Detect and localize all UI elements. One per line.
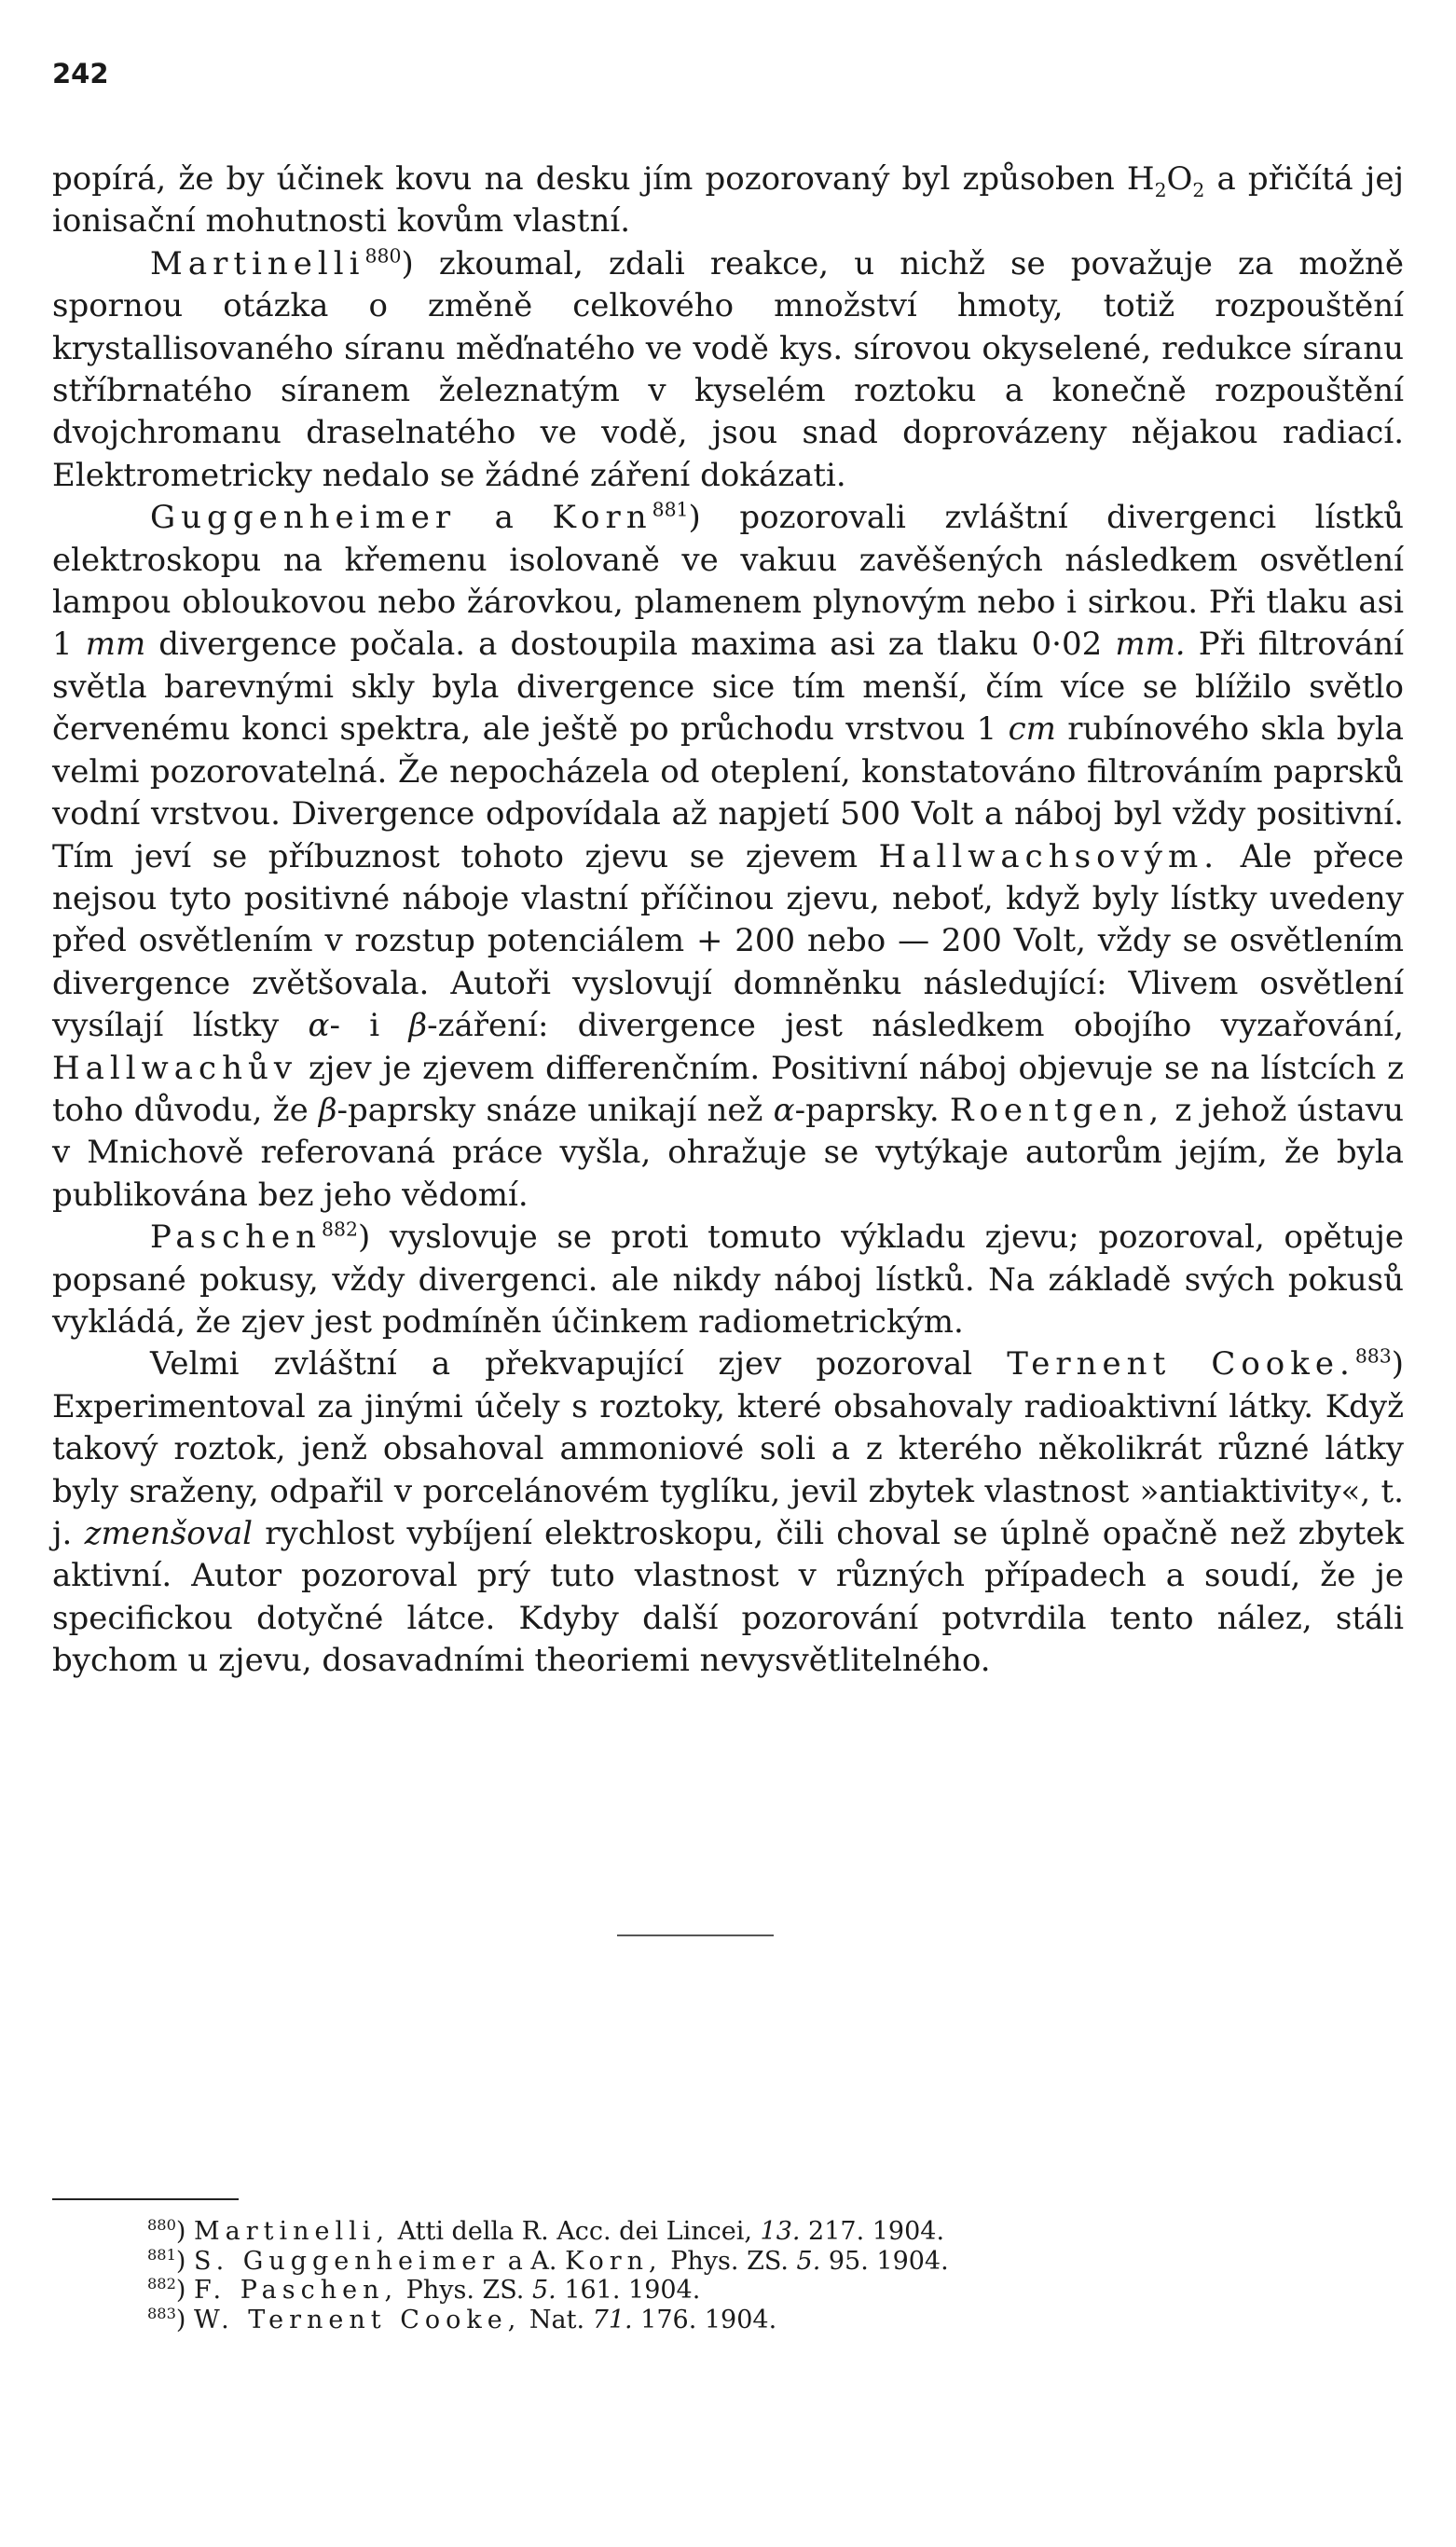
footnote-ref: 883 <box>1354 1345 1392 1369</box>
footnote-881: $^{881}$) S. Guggenheimer a A. Korn, Phys. ZS. 5. 95. 1904. <box>147 2245 949 2276</box>
unit: mm <box>85 626 146 664</box>
author-name: Paschen <box>150 1218 323 1257</box>
footnote-ref: 880 <box>364 244 402 268</box>
section-end-divider <box>617 1934 774 1936</box>
paragraph-guggenheimer: Guggenheimer a Korn$^{881}$) pozorovali zvláštní divergenci lístků elektroskopu na křemenu isolovaně ve vakuu zavěšených následkem osvětlení lampou obloukovou nebo žárovkou, plamenem plynovým nebo i sirkou. Při tlaku asi 1 mm divergence počala. a dostoupila maxima asi za tlaku 0·02 mm. Při filtrování světla barevnými skly byla divergence sice tím menší, čím více se blížilo světlo červenému konci spektra, ale ještě po průchodu vrstvou 1 cm rubínového skla byla velmi pozorovatelná. Že nepocházela od oteplení, konstatováno filtrováním paprsků vodní vrstvou. Divergence odpovídala až napjetí 500 Volt a náboj byl vždy positivní. Tím jeví se příbuznost tohoto zjevu se zjevem Hallwachsovým. Ale přece nejsou tyto positivné náboje vlastní příčinou zjevu, neboť, když byly lístky uvedeny před osvětlením v rozstup potenciálem + 200 nebo — 200 Volt, vždy se osvětlením divergence zvětšovala. Autoři vyslovují domněnku následující: Vlivem osvětlení vysílají lístky α- i β-záření: divergence jest následkem obojího vyzařování, Hallwachův zjev je zjevem differenčním. Positivní náboj objevuje se na lístcích z toho důvodu, že β-paprsky snáze unikají než α-paprsky. Roentgen, z jehož ústavu v Mnichově referovaná práce vyšla, ohražuje se vytýkaje autorům jejím, že byla publikována bez jeho vědomí. <box>52 498 1405 1214</box>
body-text <box>52 158 1404 1683</box>
footnote-divider <box>52 2198 239 2200</box>
footnote-ref: 882 <box>322 1218 358 1241</box>
author-name: Roentgen, <box>949 1091 1165 1129</box>
paragraph-martinelli: Martinelli$^{880}$) zkoumal, zdali reakce, u nichž se považuje za možně spornou otázka o změně celkového množství hmoty, totiž rozpouštění krystallisovaného síranu měďnatého ve vodě kys. sírovou okyselené, redukce síranu stříbrnatého síranem železnatým v kyselém roztoku a konečně rozpouštění dvojchromanu draselnatého ve vodě, jsou snad doprovázeny nějakou radiací. Elektrometricky nedalo se žádné záření dokázati. <box>52 244 1404 494</box>
footnote-ref: 881 <box>652 498 689 521</box>
unit: mm. <box>1115 626 1186 664</box>
footnote-882: $^{882}$) F. Paschen, Phys. ZS. 5. 161. 1904. <box>147 2275 701 2306</box>
author-name: Korn <box>552 499 652 537</box>
unit: cm <box>1008 710 1056 749</box>
footnotes <box>147 2217 1359 2334</box>
author-name: Ternent Cooke. <box>1007 1345 1355 1384</box>
author-name: Hallwachův <box>52 1049 298 1087</box>
paragraph-cooke: Velmi zvláštní a překvapující zjev pozoroval Ternent Cooke.$^{883}$) Experimentoval za jinými účely s roztoky, které obsahovaly radioaktivní látky. Když takový roztok, jenž obsahoval ammoniové soli a z kterého několikrát různé látky byly sraženy, odpařil v porcelánovém tyglíku, jevil zbytek vlastnost »antiaktivity«, t. j. zmenšoval rychlost vybíjení elektroskopu, čili choval se úplně opačně než zbytek aktivní. Autor pozoroval prý tuto vlastnost v různých případech a soudí, že je specifickou dotyčné látce. Kdyby další pozorování potvrdila tento nález, stáli bychom u zjevu, dosavadními theoriemi nevysvětlitelného. <box>52 1345 1404 1680</box>
paragraph-paschen: Paschen$^{882}$) vyslovuje se proti tomuto výkladu zjevu; pozoroval, opětuje popsané pokusy, vždy divergenci. ale nikdy náboj lístků. Na základě svých pokusů vykládá, že zjev jest podmíněn účinkem radiometrickým. <box>52 1218 1404 1341</box>
paragraph-1: popírá, že by účinek kovu na desku jím pozorovaný byl způsoben $H_2O_2$ a přičítá jej ionisační mohutnosti kovům vlastní. <box>52 160 1405 241</box>
page-number: 242 <box>52 58 109 89</box>
emphasis: zmenšoval <box>84 1515 254 1552</box>
author-name: Hallwachsovým. <box>878 837 1220 875</box>
footnote-880: $^{880}$) Martinelli, Atti della R. Acc. dei Lincei, 13. 217. 1904. <box>147 2216 945 2246</box>
footnote-883: $^{883}$) W. Ternent Cooke, Nat. 71. 176. 1904. <box>147 2304 777 2334</box>
author-name: Guggenheimer <box>150 499 457 537</box>
author-name: Martinelli <box>150 244 365 282</box>
